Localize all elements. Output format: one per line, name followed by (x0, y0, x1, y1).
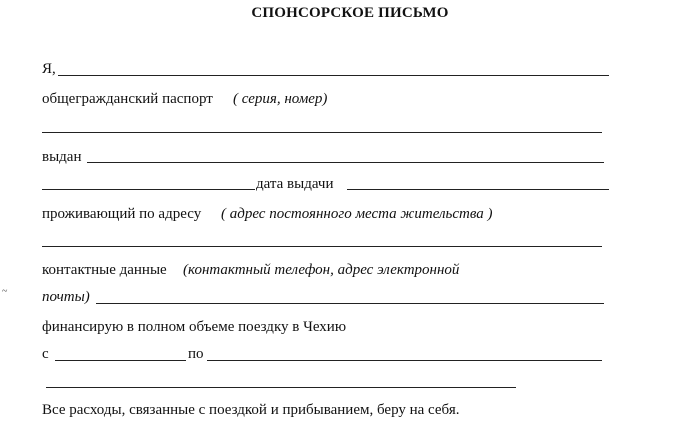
fill-line-address[interactable] (42, 246, 602, 247)
fill-line-date-to[interactable] (207, 360, 602, 361)
fill-line-issued-cont[interactable] (42, 189, 255, 190)
label-residing: проживающий по адресу (42, 206, 202, 222)
label-contacts: контактные данные (42, 262, 167, 278)
hint-residing: ( адрес постоянного места жительства ) (221, 206, 493, 222)
label-issued: выдан (42, 149, 82, 165)
fill-line-issue-date[interactable] (347, 189, 609, 190)
fill-line-contacts[interactable] (96, 303, 604, 304)
fill-line-passport[interactable] (42, 132, 602, 133)
label-from: с (42, 346, 49, 362)
fill-line-name[interactable] (58, 75, 609, 76)
hint-contacts-1: (контактный телефон, адрес электронной (183, 262, 460, 278)
label-ya: Я, (42, 61, 56, 77)
label-expenses: Все расходы, связанные с поездкой и прибыванием, беру на себя. (42, 402, 460, 418)
label-to: по (188, 346, 204, 362)
fill-line-date-from[interactable] (55, 360, 186, 361)
document-title: СПОНСОРСКОЕ ПИСЬМО (251, 5, 449, 21)
hint-contacts-2: почты) (42, 289, 90, 305)
fill-line-issued[interactable] (87, 162, 604, 163)
label-finance: финансирую в полном объеме поездку в Чехию (42, 319, 347, 335)
label-issue-date: дата выдачи (256, 176, 334, 192)
label-passport: общегражданский паспорт (42, 91, 213, 107)
fill-line-extra[interactable] (46, 387, 516, 388)
hint-passport: ( серия, номер) (233, 91, 328, 107)
margin-mark: ~ (2, 286, 8, 297)
